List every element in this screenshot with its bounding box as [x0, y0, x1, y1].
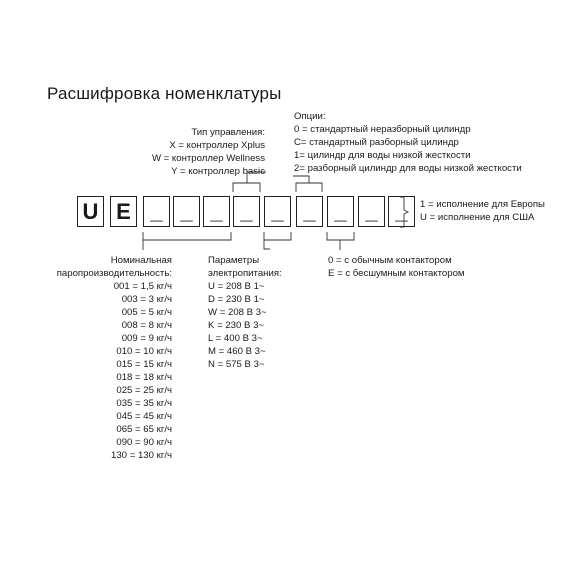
capacity-item: 010 = 10 кг/ч [116, 346, 172, 357]
code-box-2: E [110, 196, 137, 227]
code-box-3: _ [143, 196, 170, 227]
capacity-item: 008 = 8 кг/ч [121, 320, 172, 331]
capacity-header: паропроизводительность: [56, 268, 172, 279]
code-box-8: _ [296, 196, 323, 227]
capacity-item: 035 = 35 кг/ч [116, 398, 172, 409]
power-leader [264, 240, 270, 249]
version-brace [400, 197, 408, 227]
options-item: 1= цилиндр для воды низкой жесткости [294, 150, 471, 161]
page-title: Расшифровка номенклатуры [47, 84, 282, 103]
control-type-leader [247, 172, 266, 183]
control-type-item: Y = контроллер basic [171, 166, 265, 177]
contactor-item: 0 = с обычным контактором [328, 255, 452, 266]
control-type-header: Тип управления: [191, 127, 265, 138]
contactor-item: E = с бесшумным контактором [328, 268, 465, 279]
capacity-item: 005 = 5 кг/ч [121, 307, 172, 318]
capacity-item: 009 = 9 кг/ч [121, 333, 172, 344]
power-item: K = 230 В 3~ [208, 320, 265, 331]
code-box-7: _ [264, 196, 291, 227]
power-header: Параметры [208, 255, 260, 266]
capacity-item: 025 = 25 кг/ч [116, 385, 172, 396]
control-type-item: X = контроллер Xplus [169, 140, 265, 151]
power-header: электропитания: [208, 268, 282, 279]
power-bracket [264, 232, 291, 240]
code-box-10: _ [358, 196, 385, 227]
capacity-item: 003 = 3 кг/ч [121, 294, 172, 305]
capacity-item: 018 = 18 кг/ч [116, 372, 172, 383]
code-box-1: U [77, 196, 104, 227]
capacity-bracket [143, 232, 231, 240]
version-item: 1 = исполнение для Европы [420, 199, 545, 210]
capacity-item: 015 = 15 кг/ч [116, 359, 172, 370]
capacity-item: 001 = 1,5 кг/ч [113, 281, 172, 292]
capacity-item: 065 = 65 кг/ч [116, 424, 172, 435]
capacity-item: 090 = 90 кг/ч [116, 437, 172, 448]
control-type-bracket [233, 183, 260, 192]
power-item: M = 460 В 3~ [208, 346, 266, 357]
power-item: D = 230 В 1~ [208, 294, 265, 305]
contactor-bracket [327, 232, 354, 240]
code-box-5: _ [203, 196, 230, 227]
options-item: C= стандартный разборный цилиндр [294, 137, 459, 148]
code-box-4: _ [173, 196, 200, 227]
options-item: 2= разборный цилиндр для воды низкой жесткости [294, 163, 522, 174]
options-item: 0 = стандартный неразборный цилиндр [294, 124, 471, 135]
capacity-header: Номинальная [110, 255, 172, 266]
capacity-item: 130 = 130 кг/ч [111, 450, 172, 461]
power-item: U = 208 В 1~ [208, 281, 265, 292]
capacity-item: 045 = 45 кг/ч [116, 411, 172, 422]
code-box-9: _ [327, 196, 354, 227]
options-bracket [296, 183, 322, 192]
code-box-11: _ [388, 196, 415, 227]
code-box-6: _ [233, 196, 260, 227]
power-item: W = 208 В 3~ [208, 307, 267, 318]
control-type-item: W = контроллер Wellness [151, 153, 265, 164]
options-leader [293, 176, 309, 183]
options-header: Опции: [294, 111, 326, 122]
power-item: N = 575 В 3~ [208, 359, 265, 370]
power-item: L = 400 В 3~ [208, 333, 263, 344]
version-item: U = исполнение для США [420, 212, 535, 223]
